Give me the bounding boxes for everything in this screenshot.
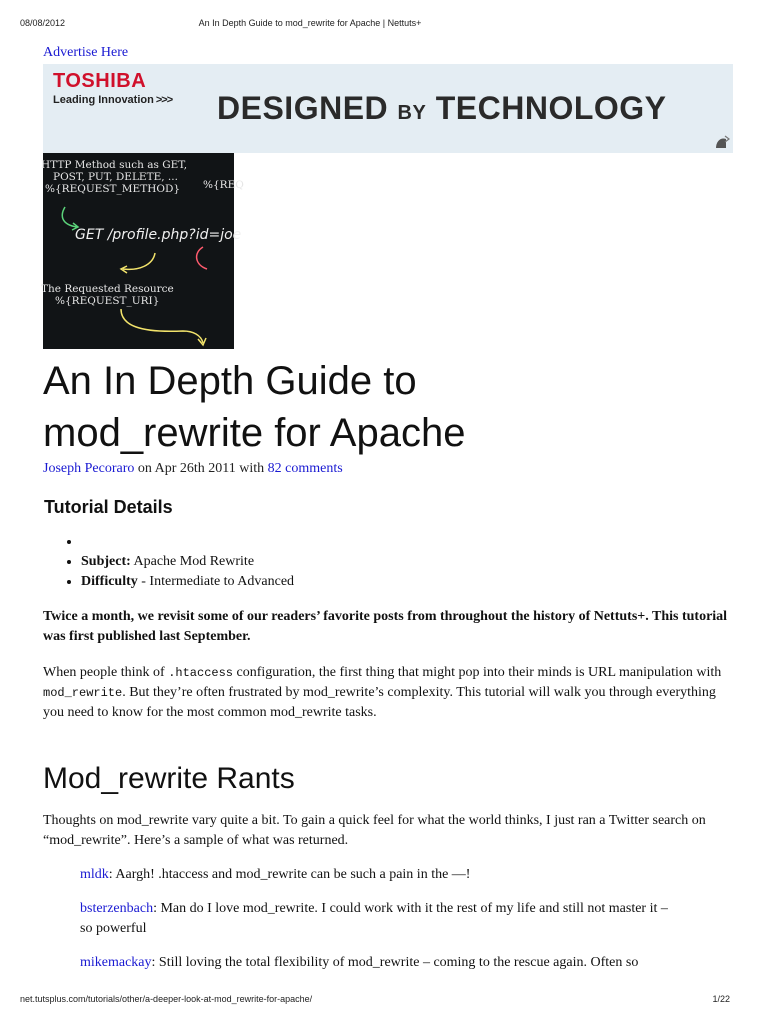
ad-brand-logo: TOSHIBA — [53, 70, 147, 92]
tutorial-details-list — [43, 532, 733, 592]
intro-paragraph — [43, 663, 733, 723]
print-url: net.tutsplus.com/tutorials/other/a-deeper-look-at-mod_rewrite-for-apache/ — [20, 994, 313, 1004]
difficulty-value: - Intermediate to Advanced — [137, 574, 295, 589]
ad-headline-word-1: DESIGNED — [217, 90, 389, 126]
intro-text-2: configuration, the first thing that might pop into their minds is URL manipulation with — [233, 665, 722, 680]
author-link[interactable]: Joseph Pecoraro — [43, 461, 135, 476]
tutorial-details-heading: Tutorial Details — [44, 497, 173, 517]
tweet-user-link[interactable]: bsterzenbach — [80, 901, 154, 916]
hero-text-line-1: HTTP Method such as GET, — [41, 159, 188, 171]
print-page-number: 1/22 — [712, 994, 730, 1004]
ad-headline — [217, 90, 667, 127]
article-byline — [43, 461, 733, 477]
intro-text-1: When people think of — [43, 665, 169, 680]
hero-text-line-4: The Requested Resource — [41, 283, 174, 295]
ad-tagline-text: Leading Innovation — [53, 94, 154, 106]
article-title-line-2: mod_rewrite for Apache — [43, 411, 466, 455]
list-item-subject — [81, 552, 733, 572]
rants-heading: Mod_rewrite Rants — [43, 762, 295, 795]
article-title-line-1: An In Depth Guide to — [43, 359, 417, 403]
ad-tagline-arrows: >>> — [155, 94, 173, 106]
byline-date: on Apr 26th 2011 with — [134, 461, 268, 476]
tweet-item — [80, 865, 673, 885]
intro-text-3: . But they’re often frustrated by mod_rewrite’s complexity. This tutorial will walk you through everything you need to know for the most common mod_rewrite tasks. — [43, 685, 716, 720]
intro-bold-paragraph: Twice a month, we revisit some of our readers’ favorite posts from throughout the history of Nettuts+. This tutorial was first published last September. — [43, 609, 728, 644]
hero-text-line-2: POST, PUT, DELETE, ... — [53, 171, 178, 183]
article-title — [43, 355, 733, 459]
print-footer — [0, 994, 768, 1006]
subject-value: Apache Mod Rewrite — [130, 554, 255, 569]
rants-intro-paragraph: Thoughts on mod_rewrite vary quite a bit. To gain a quick feel for what the world thinks, I just ran a Twitter search on “mod_rewrite”. Here’s a sample of what was returned. — [43, 813, 706, 848]
tweet-item — [80, 899, 673, 939]
tweet-list — [43, 865, 733, 973]
hero-text-var-right: %{REQ — [203, 179, 244, 191]
hero-request-line: GET /profile.php?id=joe — [75, 227, 242, 243]
tweet-text: : Man do I love mod_rewrite. I could work with it the rest of my life and still not master it – so powerful — [80, 901, 668, 936]
print-header — [0, 18, 768, 30]
tweet-text: : Aargh! .htaccess and mod_rewrite can be such a pain in the —! — [108, 867, 471, 882]
hero-text-line-5: %{REQUEST_URI} — [55, 295, 160, 307]
print-date: 08/08/2012 — [20, 18, 66, 28]
ad-banner[interactable] — [43, 64, 733, 153]
subject-label: Subject: — [81, 554, 131, 569]
tweet-user-link[interactable]: mikemackay — [80, 955, 152, 970]
tweet-item — [80, 953, 673, 973]
comments-link[interactable]: 82 comments — [267, 461, 343, 476]
advertise-link[interactable]: Advertise Here — [43, 45, 129, 60]
list-item-empty — [81, 532, 733, 552]
article-page — [43, 45, 733, 987]
ad-tagline — [53, 94, 172, 106]
list-item-difficulty — [81, 572, 733, 592]
tweet-user-link[interactable]: mldk — [80, 867, 109, 882]
difficulty-label: Difficulty — [81, 574, 138, 589]
article-hero-image — [41, 153, 244, 349]
htaccess-code: .htaccess — [168, 666, 233, 680]
hero-text-line-3: %{REQUEST_METHOD} — [45, 183, 181, 195]
tweet-text: : Still loving the total flexibility of mod_rewrite – coming to the rescue again. Often so — [151, 955, 639, 970]
ad-headline-word-3: TECHNOLOGY — [435, 90, 667, 126]
ad-headline-word-2: BY — [397, 102, 427, 124]
ad-choices-icon[interactable] — [713, 133, 731, 151]
mod-rewrite-code: mod_rewrite — [43, 686, 123, 700]
print-doc-title: An In Depth Guide to mod_rewrite for Apache | Nettuts+ — [198, 18, 422, 28]
